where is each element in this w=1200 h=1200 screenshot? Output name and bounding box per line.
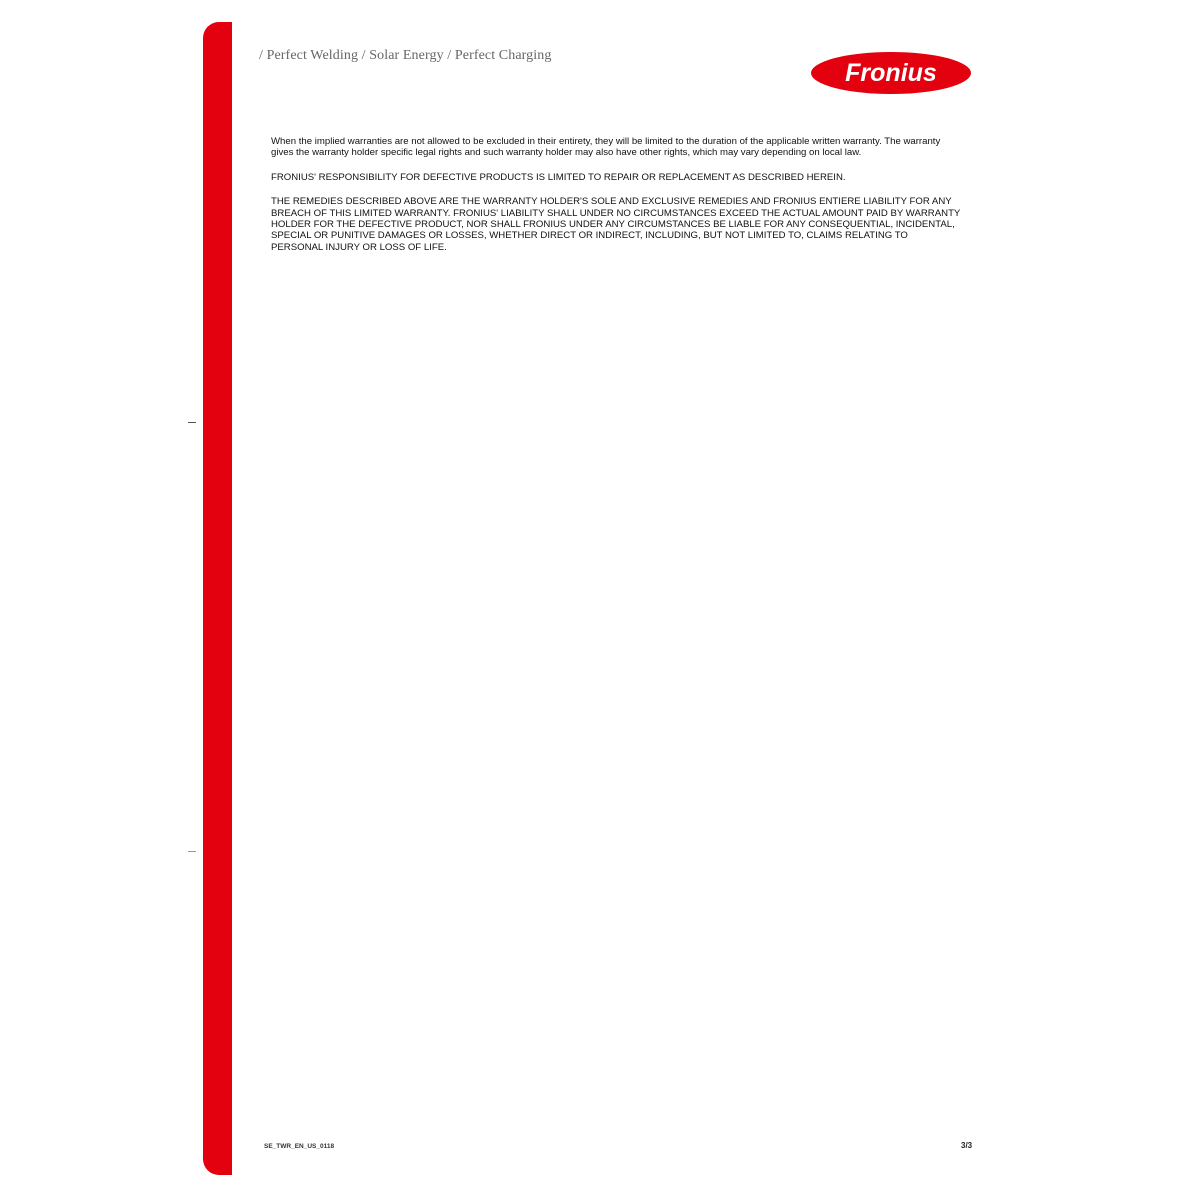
paragraph-responsibility: FRONIUS' RESPONSIBILITY FOR DEFECTIVE PRODUCTS IS LIMITED TO REPAIR OR REPLACEMENT AS DESCRIBED HEREIN. bbox=[271, 171, 846, 183]
fronius-logo-icon bbox=[810, 51, 972, 95]
paragraph-implied-warranties: When the implied warranties are not allowed to be excluded in their entirety, they will be limited to the duration of the applicable written warranty. The warranty gives the warranty holder specific legal rights and such warranty holder may also have other rights, which may vary depending on local law. bbox=[271, 136, 941, 159]
paragraph-remedies: THE REMEDIES DESCRIBED ABOVE ARE THE WARRANTY HOLDER'S SOLE AND EXCLUSIVE REMEDIES AND FRONIUS ENTIERE LIABILITY FOR ANY BREACH OF THIS LIMITED WARRANTY. FRONIUS' LIABILITY SHALL UNDER NO CIRCUMSTANCES EXCEED THE ACTUAL AMOUNT PAID BY WARRANTY HOLDER FOR THE DEFECTIVE PRODUCT, NOR SHALL FRONIUS UNDER ANY CIRCUMSTANCES BE LIABLE FOR ANY CONSEQUENTIAL, INCIDENTAL, SPECIAL OR PUNITIVE DAMAGES OR LOSSES, WHETHER DIRECT OR INDIRECT, INCLUDING, BUT NOT LIMITED TO, CLAIMS RELATING TO PERSONAL INJURY OR LOSS OF LIFE. bbox=[271, 196, 961, 253]
fold-mark-top bbox=[188, 422, 196, 423]
fronius-logo bbox=[810, 51, 972, 95]
header-tagline: / Perfect Welding / Solar Energy / Perfect Charging bbox=[259, 48, 552, 63]
brand-side-bar bbox=[203, 22, 232, 1175]
document-code: SE_TWR_EN_US_0118 bbox=[264, 1143, 335, 1150]
fold-mark-bottom bbox=[188, 851, 196, 852]
warranty-text bbox=[271, 136, 961, 266]
page-number: 3/3 bbox=[961, 1141, 973, 1150]
svg-text:Fronius: Fronius bbox=[845, 59, 937, 87]
